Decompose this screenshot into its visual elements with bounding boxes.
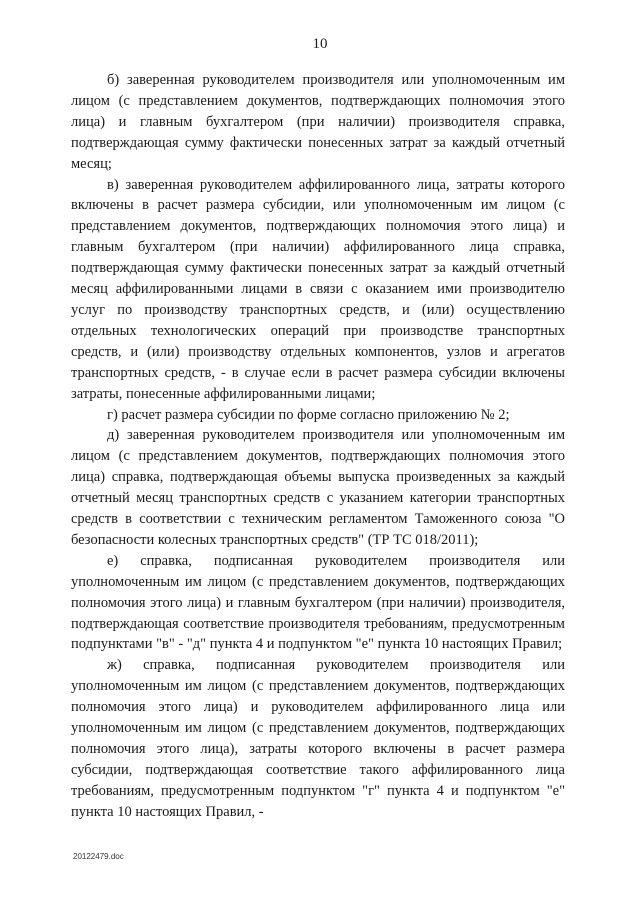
paragraph-e: е) справка, подписанная руководителем производителя или уполномоченным им лицом (с представлением документов, подтверждающих полномочия этого лица) и главным бухгалтером (при наличии) производителя, подтверждающая соответствие производителя требованиям, предусмотренным подпунктами "в" - "д" пункта 4 и подпунктом "е" пункта 10 настоящих Правил; — [71, 552, 565, 653]
paragraph-b: б) заверенная руководителем производителя или уполномоченным им лицом (с представлением документов, подтверждающих полномочия этого лица) и главным бухгалтером (при наличии) производителя справка, подтверждающая сумму фактически понесенных затрат за каждый отчетный месяц; — [71, 72, 565, 172]
paragraph-v: в) заверенная руководителем аффилированного лица, затраты которого включены в расчет размера субсидии, или уполномоченным им лицом (с представлением документов, подтверждающих полномочия этого лица) и главным бухгалтером (при наличии) аффилированного лица справка, подтверждающая сумму фактически понесенных затрат за каждый отчетный месяц аффилированными лицами в связи с оказанием ими производителю услуг по производству транспортных средств, и (или) осуществлению отдельных технологических операций при производстве транспортных средств, и (или) производству отдельных компонентов, узлов и агрегатов транспортных средств, - в случае если в расчет размера субсидии включены затраты, понесенные аффилированными лицами; — [71, 176, 565, 402]
paragraph-zh: ж) справка, подписанная руководителем производителя или уполномоченным им лицом (с представлением документов, подтверждающих полномочия этого лица) и руководителем аффилированного лица или уполномоченным им лицом (с представлением документов, подтверждающих полномочия этого лица), затраты которого включены в расчет размера субсидии, подтверждающая соответствие такого аффилированного лица требованиям, предусмотренным подпунктом "г" пункта 4 и подпунктом "е" пункта 10 настоящих Правил, - — [71, 657, 565, 820]
paragraph-d: д) заверенная руководителем производителя или уполномоченным им лицом (с представлением документов, подтверждающих полномочия этого лица) справка, подтверждающая объемы выпуска произведенных за каждый отчетный месяц транспортных средств с указанием категории транспортных средств в соответствии с техническим регламентом Таможенного союза "О безопасности колесных транспортных средств" (ТР ТС 018/2011); — [71, 427, 565, 548]
page-number: 10 — [312, 36, 328, 52]
document-body — [71, 70, 565, 823]
footer-filename: 20122479.doc — [73, 852, 124, 861]
paragraph-g: г) расчет размера субсидии по форме согласно приложению № 2; — [107, 406, 510, 423]
